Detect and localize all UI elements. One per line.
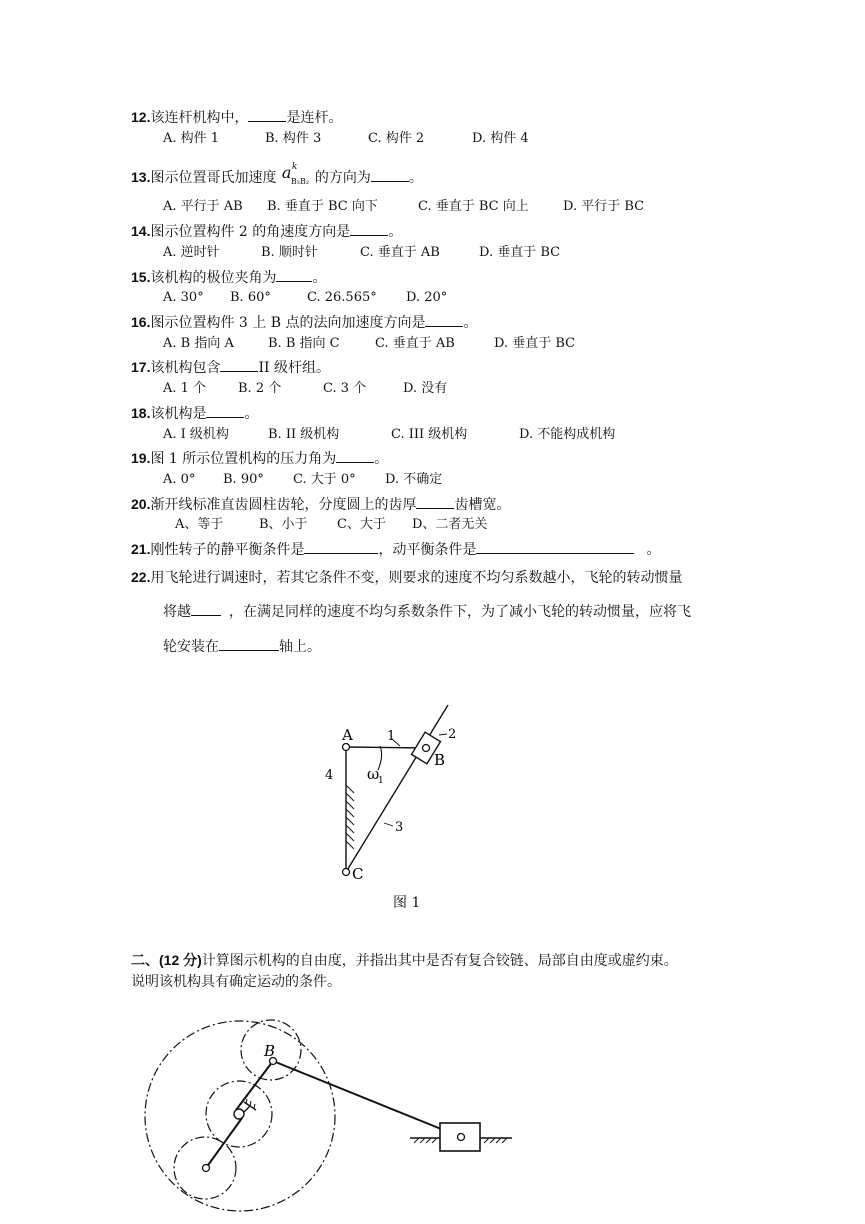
arm-lower [206, 1118, 242, 1168]
joint-c [343, 869, 350, 876]
option-d: D. 垂直于 BC [494, 336, 576, 351]
question-text: 刚性转子的静平衡条件是 [150, 542, 305, 558]
option-c: C. 垂直于 AB [360, 245, 440, 260]
joint-lower [203, 1165, 210, 1172]
question-text-end: 。 [646, 542, 661, 558]
rocker-link-3 [346, 705, 448, 872]
option-d: D. 平行于 BC [563, 199, 645, 214]
answer-blank[interactable] [416, 494, 454, 509]
label-b: B [264, 1042, 276, 1060]
option-b: B. 顺时针 [261, 245, 318, 260]
answer-blank[interactable] [191, 601, 221, 616]
question-number: 22. [131, 569, 151, 585]
dynamic-balance-blank[interactable] [476, 539, 634, 554]
question-15 [131, 267, 326, 287]
question-text-end: 。 [374, 451, 389, 467]
option-c: C. 大于 0° [293, 472, 356, 487]
option-d: D. 不能构成机构 [519, 427, 616, 442]
joint-b [423, 745, 430, 752]
option-a: A. 平行于 AB [163, 199, 243, 214]
option-a: A. 构件 1 [163, 131, 220, 146]
option-c: C. 垂直于 BC 向上 [418, 199, 529, 214]
leader-3 [384, 823, 393, 826]
question-text: 用飞轮进行调速时，若其它条件不变，则要求的速度不均匀系数越小，飞轮的转动惯量 [150, 570, 683, 586]
option-b: B、小于 [259, 517, 308, 532]
answer-blank[interactable] [371, 167, 409, 182]
section-2-heading [131, 951, 678, 970]
question-22-line3 [163, 636, 321, 656]
question-20 [131, 494, 510, 514]
answer-blank[interactable] [206, 403, 244, 418]
question-text: 该机构包含 [150, 360, 221, 376]
question-16 [131, 312, 477, 332]
answer-blank[interactable] [425, 312, 463, 327]
question-number: 18. [131, 405, 151, 421]
option-c: C. 3 个 [323, 381, 367, 396]
answer-blank[interactable] [219, 636, 279, 651]
option-d: D. 不确定 [385, 472, 443, 487]
question-text: 该机构的极位夹角为 [150, 270, 277, 286]
question-number: 14. [131, 223, 151, 239]
question-text: 图示位置构件 3 上 B 点的法向加速度方向是 [150, 315, 426, 331]
arm-upper [236, 1061, 273, 1110]
label-b: B [434, 751, 446, 769]
question-number: 20. [131, 496, 151, 512]
question-text-mid: 的方向为 [314, 170, 371, 186]
answer-blank[interactable] [220, 357, 258, 372]
question-number: 19. [131, 450, 151, 466]
static-balance-blank[interactable] [304, 539, 378, 554]
option-a: A. 0° [163, 472, 196, 487]
question-14 [131, 221, 402, 241]
option-a: A. 1 个 [163, 381, 207, 396]
question-number: 16. [131, 314, 151, 330]
answer-blank[interactable] [350, 221, 388, 236]
question-text: 渐开线标准直齿圆柱齿轮，分度圆上的齿厚 [150, 497, 417, 513]
joint-a [343, 744, 350, 751]
option-d: D. 20° [406, 290, 448, 305]
question-text-end: 。 [463, 315, 478, 331]
option-a: A. I 级机构 [163, 427, 229, 442]
question-17 [131, 357, 330, 377]
question-text-end: 齿槽宽。 [454, 497, 511, 513]
option-b: B. 垂直于 BC 向下 [267, 199, 378, 214]
question-12 [131, 107, 342, 127]
option-c: C、大于 [337, 517, 386, 532]
answer-blank[interactable] [336, 448, 374, 463]
question-22 [131, 568, 682, 587]
option-c: C. 垂直于 AB [375, 336, 455, 351]
joint-slider [458, 1134, 465, 1141]
section-2-title: 二、(12 分) [131, 952, 202, 968]
question-number: 17. [131, 359, 151, 375]
label-omega-sub: 1 [378, 776, 384, 786]
question-text: 图 1 所示位置机构的压力角为 [150, 451, 337, 467]
question-number: 12. [131, 109, 151, 125]
section-2-line2 [131, 973, 341, 991]
section-2-text: 计算图示机构的自由度，并指出其中是否有复合铰链、局部自由度或虚约束。 [201, 953, 678, 969]
question-22-line2 [163, 601, 691, 621]
option-a: A. B 指向 A [163, 336, 234, 351]
question-text: 将越 [163, 604, 191, 620]
figure-2-gear-mechanism [130, 1010, 530, 1222]
option-d: D、二者无关 [412, 517, 488, 532]
question-text: 该机构是 [150, 406, 207, 422]
label-a: A [342, 726, 353, 744]
label-2: 2 [448, 727, 457, 742]
question-19 [131, 448, 388, 468]
label-1: 1 [387, 729, 396, 744]
question-text-end: 。 [388, 224, 403, 240]
option-b: B. B 指向 C [268, 336, 340, 351]
option-d: D. 构件 4 [472, 131, 529, 146]
figure-1-caption: 图 1 [393, 895, 421, 911]
question-text: 轴上。 [279, 639, 321, 655]
question-number: 21. [131, 541, 151, 557]
option-d: D. 垂直于 BC [479, 245, 561, 260]
option-c: C. 构件 2 [368, 131, 425, 146]
question-13 [131, 164, 423, 187]
question-number: 15. [131, 269, 151, 285]
question-text: 图示位置构件 2 的角速度方向是 [150, 224, 351, 240]
option-b: B. 90° [223, 472, 264, 487]
question-text-end: II 级杆组。 [258, 360, 330, 376]
option-c: C. 26.565° [307, 290, 377, 305]
label-c: C [352, 865, 364, 883]
option-a: A. 30° [163, 290, 204, 305]
question-text: 轮安装在 [163, 639, 219, 655]
figure-1-mechanism [300, 690, 480, 885]
option-b: B. 2 个 [238, 381, 282, 396]
option-d: D. 没有 [403, 381, 448, 396]
center-pivot [234, 1109, 244, 1119]
question-text: 图示位置哥氏加速度 [150, 170, 277, 186]
label-omega: ω [367, 765, 380, 783]
label-3: 3 [395, 820, 404, 835]
coriolis-accel-symbol: a k B₃B₂ [281, 162, 310, 186]
question-text-mid: ，动平衡条件是 [378, 542, 477, 558]
section-2-text: 说明该机构具有确定运动的条件。 [131, 974, 341, 990]
question-text-end: 。 [244, 406, 259, 422]
question-text-end: 。 [312, 270, 327, 286]
question-text: 该连杆机构中， [150, 110, 249, 126]
ground-hatching [346, 785, 354, 849]
crank-link-1 [346, 747, 426, 748]
option-a: A、等于 [175, 517, 224, 532]
option-b: B. 60° [230, 290, 271, 305]
question-text-end: 。 [408, 170, 423, 186]
question-21 [131, 539, 660, 559]
question-text-end: 是连杆。 [286, 110, 343, 126]
question-text: ，在满足同样的速度不均匀系数条件下，为了减小飞轮的转动惯量，应将飞 [229, 604, 691, 620]
question-18 [131, 403, 258, 423]
option-c: C. III 级机构 [391, 427, 468, 442]
leader-2 [439, 734, 447, 735]
answer-blank[interactable] [276, 267, 312, 282]
question-number: 13. [131, 169, 151, 185]
option-b: B. II 级机构 [268, 427, 340, 442]
answer-blank[interactable] [248, 107, 286, 122]
option-a: A. 逆时针 [163, 245, 220, 260]
connecting-rod [273, 1061, 461, 1137]
label-4: 4 [325, 768, 334, 783]
option-b: B. 构件 3 [265, 131, 322, 146]
